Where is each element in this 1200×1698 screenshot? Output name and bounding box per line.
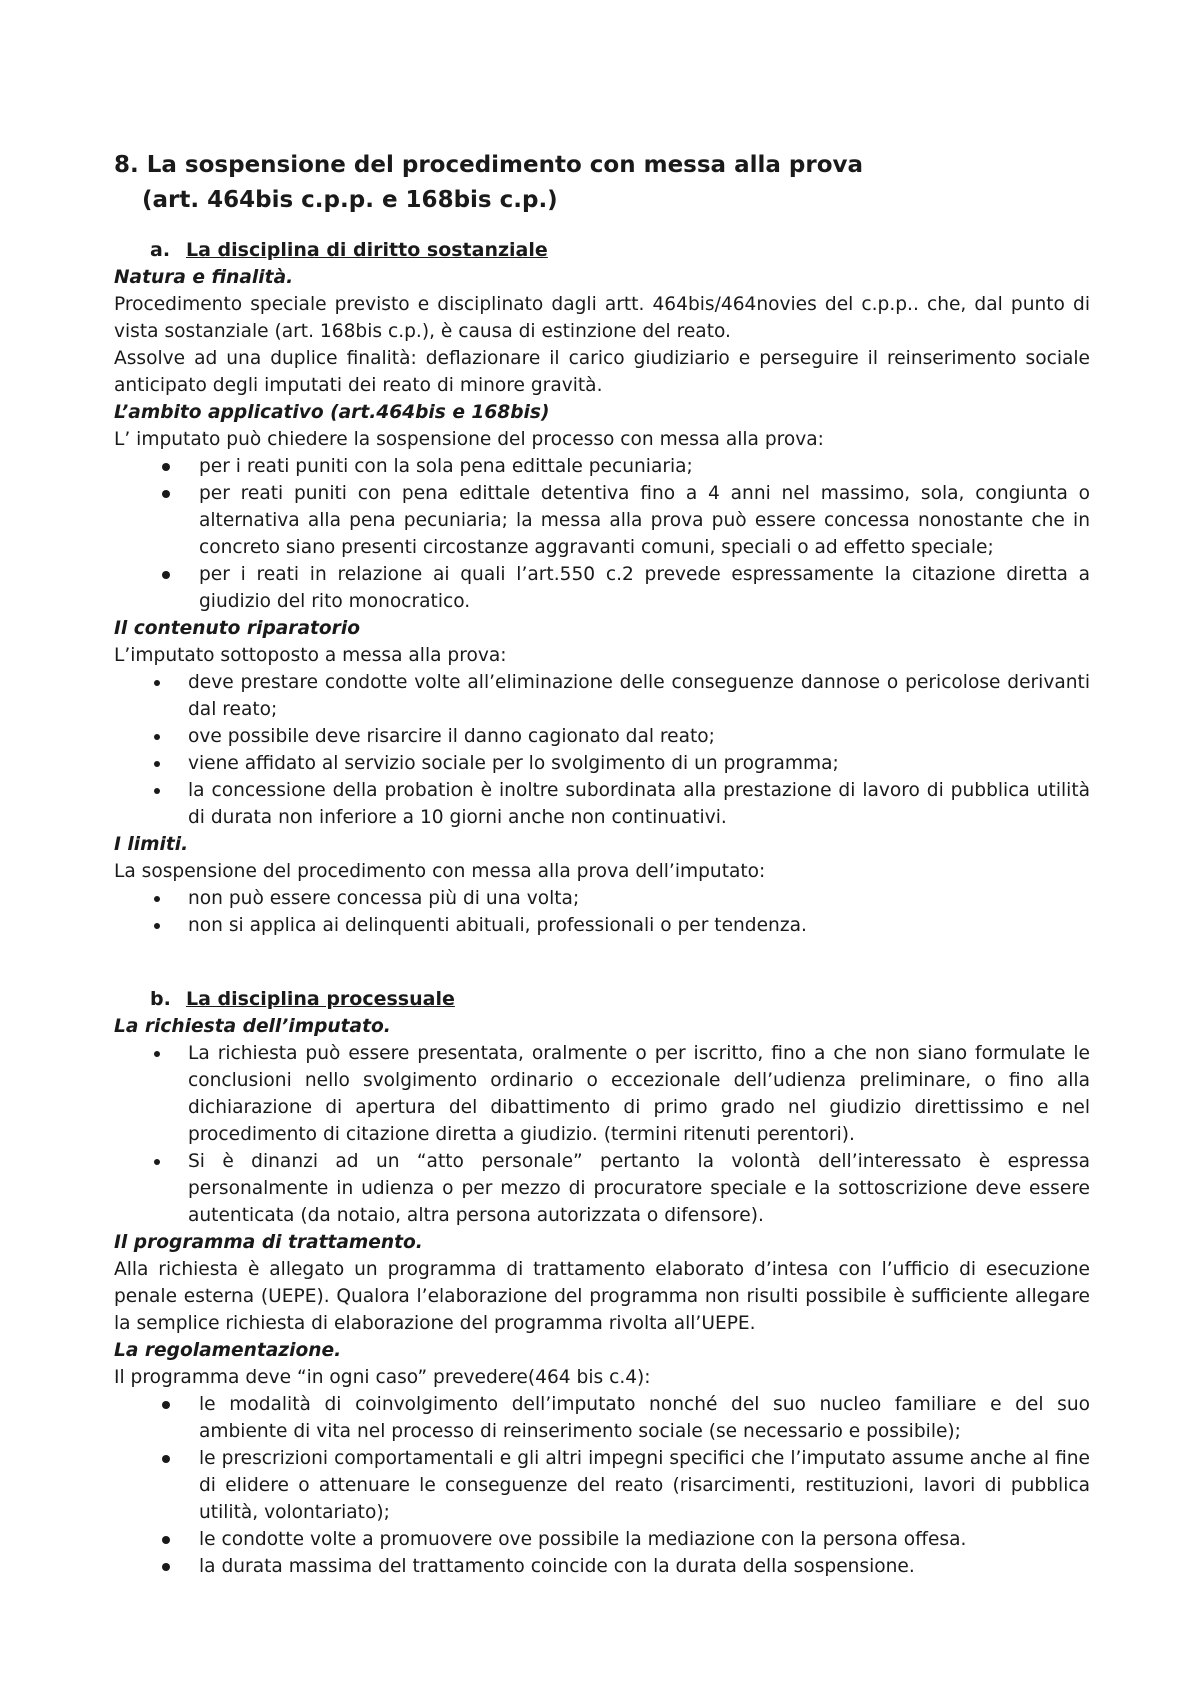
list-item-text: per i reati puniti con la sola pena edittale pecuniaria; <box>199 456 693 477</box>
bullet-icon <box>154 761 160 767</box>
section-b-label: La disciplina processuale <box>186 988 455 1010</box>
regolamentazione-heading: La regolamentazione. <box>114 1340 342 1361</box>
list-item-text: ove possibile deve risarcire il danno cagionato dal reato; <box>188 726 715 747</box>
natura-paragraph-1: Procedimento speciale previsto e disciplinato dagli artt. 464bis/464novies del c.p.p.. che, dal punto di vista sostanziale (art. 168bis c.p.), è causa di estinzione del reato. <box>114 294 1090 342</box>
list-item <box>114 1040 1090 1148</box>
list-item-text: le prescrizioni comportamentali e gli altri impegni specifici che l’imputato assume anche al fine di elidere o attenuare le conseguenze del reato (risarcimenti, restituzioni, lavori di pubblica utilità, volontariato); <box>199 1448 1090 1523</box>
title-line-1: 8. La sospensione del procedimento con messa alla prova <box>114 152 864 178</box>
bullet-icon <box>154 923 160 929</box>
list-item-text: viene affidato al servizio sociale per lo svolgimento di un programma; <box>188 753 839 774</box>
section-a-letter: a. <box>150 239 171 261</box>
list-item <box>114 885 1090 912</box>
section-a-label: La disciplina di diritto sostanziale <box>186 239 548 261</box>
bullet-icon <box>162 1401 170 1409</box>
list-item <box>114 1391 1090 1445</box>
list-item <box>114 1553 1090 1580</box>
list-item-text: le condotte volte a promuovere ove possibile la mediazione con la persona offesa. <box>199 1529 967 1550</box>
list-item <box>114 777 1090 831</box>
list-item <box>114 750 1090 777</box>
bullet-icon <box>154 1051 160 1057</box>
ambito-intro: L’ imputato può chiedere la sospensione del processo con messa alla prova: <box>114 429 824 450</box>
list-item-text: le modalità di coinvolgimento dell’imputato nonché del suo nucleo familiare e del suo ambiente di vita nel processo di reinserimento sociale (se necessario e possibile); <box>199 1394 1090 1442</box>
list-item <box>114 723 1090 750</box>
limiti-heading: I limiti. <box>114 834 189 855</box>
ambito-list <box>114 453 1090 615</box>
bullet-icon <box>154 896 160 902</box>
list-item-text: Si è dinanzi ad un “atto personale” pertanto la volontà dell’interessato è espressa personalmente in udienza o per mezzo di procuratore speciale e la sottoscrizione deve essere autenticata (da notaio, altra persona autorizzata o difensore). <box>188 1151 1090 1226</box>
list-item <box>114 669 1090 723</box>
list-item-text: La richiesta può essere presentata, oralmente o per iscritto, fino a che non siano formulate le conclusioni nello svolgimento ordinario o eccezionale dell’udienza preliminare, o fino alla dichiarazione di apertura del dibattimento di primo grado nel giudizio direttissimo e nel procedimento di citazione diretta a giudizio. (termini ritenuti perentori). <box>188 1043 1090 1145</box>
contenuto-list <box>114 669 1090 831</box>
title-line-2: (art. 464bis c.p.p. e 168bis c.p.) <box>142 187 558 213</box>
bullet-icon <box>162 571 170 579</box>
list-item-text: la durata massima del trattamento coincide con la durata della sospensione. <box>199 1556 915 1577</box>
bullet-icon <box>154 1159 160 1165</box>
limiti-intro: La sospensione del procedimento con messa alla prova dell’imputato: <box>114 861 766 882</box>
natura-paragraph-2: Assolve ad una duplice finalità: deflazionare il carico giudiziario e perseguire il reinserimento sociale anticipato degli imputati dei reato di minore gravità. <box>114 348 1090 396</box>
list-item <box>114 1148 1090 1229</box>
contenuto-intro: L’imputato sottoposto a messa alla prova: <box>114 645 507 666</box>
ambito-heading: L’ambito applicativo (art.464bis e 168bis) <box>114 402 550 423</box>
richiesta-list <box>114 1040 1090 1229</box>
list-item <box>114 480 1090 561</box>
bullet-icon <box>154 680 160 686</box>
bullet-icon <box>162 490 170 498</box>
list-item-text: la concessione della probation è inoltre subordinata alla prestazione di lavoro di pubblica utilità di durata non inferiore a 10 giorni anche non continuativi. <box>188 780 1090 828</box>
programma-paragraph: Alla richiesta è allegato un programma di trattamento elaborato d’intesa con l’ufficio di esecuzione penale esterna (UEPE). Qualora l’elaborazione del programma non risulti possibile è sufficiente allegare la semplice richiesta di elaborazione del programma rivolta all’UEPE. <box>114 1259 1090 1334</box>
list-item <box>114 1526 1090 1553</box>
list-item-text: non può essere concessa più di una volta; <box>188 888 580 909</box>
section-b-letter: b. <box>150 988 171 1010</box>
regolamentazione-intro: Il programma deve “in ogni caso” prevedere(464 bis c.4): <box>114 1367 651 1388</box>
section-spacer <box>114 939 1090 985</box>
section-a-heading <box>150 236 1090 264</box>
bullet-icon <box>162 463 170 471</box>
limiti-list <box>114 885 1090 939</box>
bullet-icon <box>154 788 160 794</box>
bullet-icon <box>162 1536 170 1544</box>
list-item <box>114 912 1090 939</box>
list-item <box>114 1445 1090 1526</box>
regolamentazione-list <box>114 1391 1090 1580</box>
programma-heading: Il programma di trattamento. <box>114 1232 423 1253</box>
list-item <box>114 453 1090 480</box>
section-b-heading <box>150 985 1090 1013</box>
page-title <box>114 148 1090 218</box>
bullet-icon <box>154 734 160 740</box>
bullet-icon <box>162 1455 170 1463</box>
natura-heading: Natura e finalità. <box>114 267 294 288</box>
contenuto-heading: Il contenuto riparatorio <box>114 618 361 639</box>
list-item-text: per i reati in relazione ai quali l’art.550 c.2 prevede espressamente la citazione diretta a giudizio del rito monocratico. <box>199 564 1090 612</box>
list-item-text: non si applica ai delinquenti abituali, professionali o per tendenza. <box>188 915 807 936</box>
list-item-text: per reati puniti con pena edittale detentiva fino a 4 anni nel massimo, sola, congiunta o alternativa alla pena pecuniaria; la messa alla prova può essere concessa nonostante che in concreto siano presenti circostanze aggravanti comuni, speciali o ad effetto speciale; <box>199 483 1090 558</box>
bullet-icon <box>162 1563 170 1571</box>
richiesta-heading: La richiesta dell’imputato. <box>114 1016 391 1037</box>
list-item-text: deve prestare condotte volte all’eliminazione delle conseguenze dannose o pericolose derivanti dal reato; <box>188 672 1090 720</box>
list-item <box>114 561 1090 615</box>
